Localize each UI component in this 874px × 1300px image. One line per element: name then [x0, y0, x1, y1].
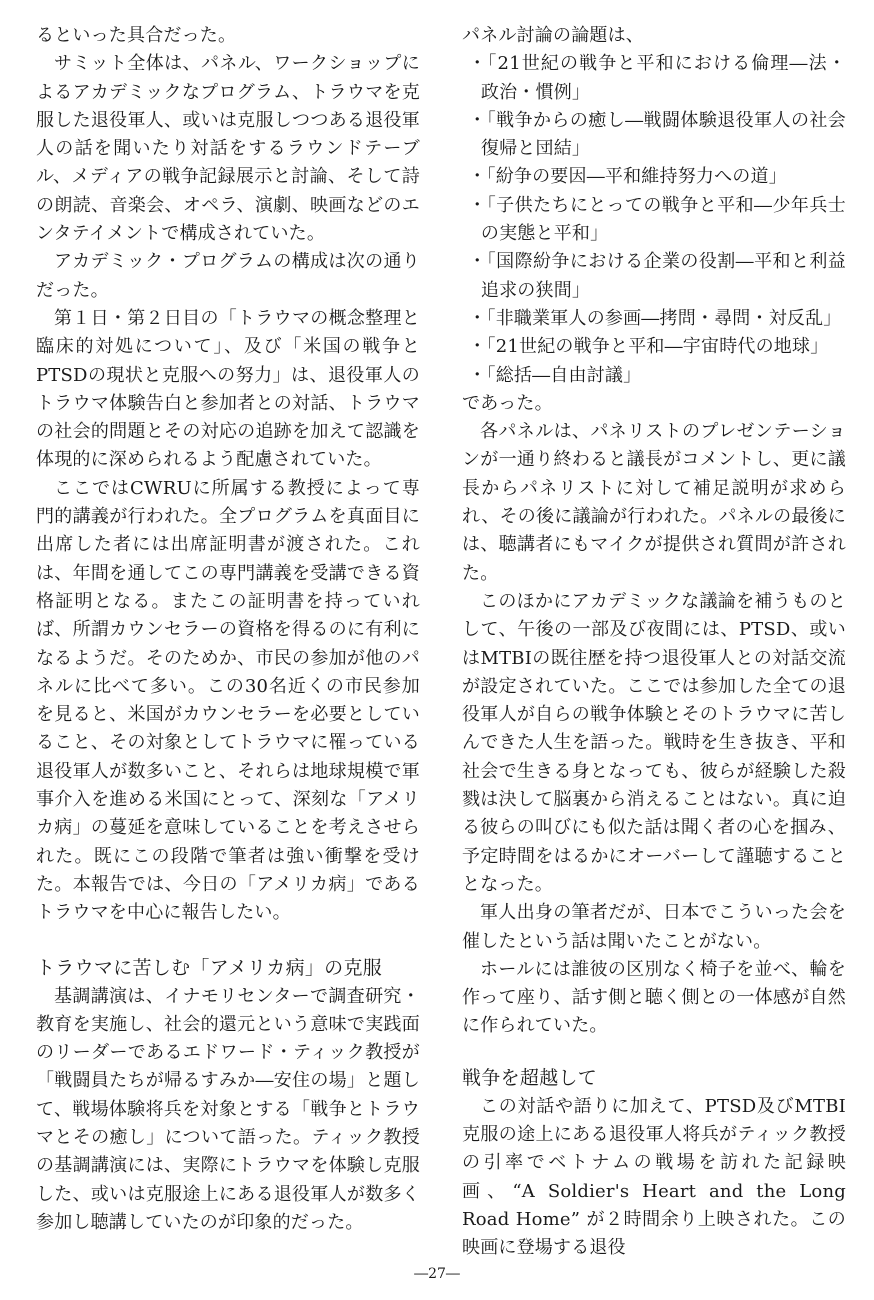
list-item: ・「子供たちにとっての戦争と平和―少年兵士の実態と平和」: [468, 194, 846, 245]
paragraph: この対話や語りに加えて、PTSD及びMTBI克服の途上にある退役軍人将兵がティック教授の引率でベトナムの戦場を訪れた記録映画、“A Soldier's Heart and the Long Road Home” が２時間余り上映された。この映画に登場する退役: [462, 1095, 846, 1259]
paragraph: このほかにアカデミックな議論を補うものとして、午後の一部及び夜間には、PTSD、或いはMTBIの既往歴を持つ退役軍人との対話交流が設定されていた。ここでは参加した全ての退役軍人が自らの戦争体験とそのトラウマに苦しんできた人生を語った。戦時を生き抜き、平和社会で生きる身となっても、彼らが経験した殺戮は決して脳裏から消えることはない。真に迫る彼らの叫びにも似た話は聞く者の心を掴み、予定時間をはるかにオーバーして謹聴することとなった。: [462, 590, 846, 895]
panel-topic-list: [462, 50, 846, 390]
paragraph: であった。: [462, 392, 553, 414]
list-item: ・「21世紀の戦争と平和―宇宙時代の地球」: [468, 336, 829, 358]
left-column: [36, 22, 420, 1237]
left-top-text: [36, 22, 420, 928]
paragraph: 各パネルは、パネリストのプレゼンテーションが一通り終わると議長がコメントし、更に議長からパネリストに対して補足説明が求められ、その後に議論が行われた。パネルの最後には、聴講者にもマイクが提供され質問が許された。: [462, 421, 846, 584]
paragraph: ここではCWRUに所属する教授によって専門的講義が行われた。全プログラムを真面目に出席した者には出席証明書が渡された。これは、年間を通してこの専門講義を受講できる資格証明となる。またこの証明書を持っていれば、所謂カウンセラーの資格を得るのに有利になるようだ。そのためか、市民の参加が他のパネルに比べて多い。この30名近くの市民参加を見ると、米国がカウンセラーを必要としていること、その対象としてトラウマに罹っている退役軍人が数多いこと、それらは地球規模で軍事介入を進める米国にとって、深刻な「アメリカ病」の蔓延を意味していることを考えさせられた。既にこの段階で筆者は強い衝撃を受けた。本報告では、今日の「アメリカ病」であるトラウマを中心に報告したい。: [36, 477, 420, 924]
section-heading: トラウマに苦しむ「アメリカ病」の克服: [36, 956, 383, 979]
list-item: ・「非職業軍人の参画―拷問・尋問・対反乱」: [468, 307, 842, 329]
panel-intro: パネル討論の論題は、: [462, 25, 644, 46]
list-item: ・「国際紛争における企業の役割―平和と利益追求の狭間」: [468, 251, 846, 301]
list-item: ・「21世紀の戦争と平和における倫理―法・政治・慣例」: [468, 53, 846, 103]
list-item: ・「総括―自由討議」: [468, 364, 642, 386]
paragraph: 第１日・第２日目の「トラウマの概念整理と臨床的対処について」、及び「米国の戦争とPTSDの現状と克服への努力」は、退役軍人のトラウマ体験告白と参加者との対話、トラウマの社会的問題とその対応の追跡を加えて認識を体現的に深められるよう配慮されていた。: [36, 307, 420, 471]
section-heading: 戦争を超越して: [462, 1066, 598, 1089]
paragraph: サミット全体は、パネル、ワークショップによるアカデミックなプログラム、トラウマを克服した退役軍人、或いは克服しつつある退役軍人の話を聞いたり対話をするラウンドテーブル、メディアの戦争記録展示と討論、そして詩の朗読、音楽会、オペラ、演劇、映画などのエンタテイメントで構成されていた。: [36, 53, 420, 245]
left-bottom-text: [36, 983, 420, 1238]
page-number: ―27―: [414, 1266, 460, 1282]
right-top-text: [462, 390, 846, 1041]
paragraph: 基調講演は、イナモリセンターで調査研究・教育を実施し、社会的還元という意味で実践面のリーダーであるエドワード・ティック教授が「戦闘員たちが帰るすみか―安住の場」と題して、戦場体験将兵を対象とする「戦争とトラウマとその癒し」について語った。ティック教授の基調講演には、実際にトラウマを体験し克服した、或いは克服途上にある退役軍人が数多く参加し聴講していたのが印象的だった。: [36, 985, 420, 1233]
right-bottom-text: [462, 1093, 846, 1263]
paragraph: ホールには誰彼の区別なく椅子を並べ、輪を作って座り、話す側と聴く側との一体感が自然に作られていた。: [462, 958, 846, 1037]
list-item: ・「紛争の要因―平和維持努力への道」: [468, 166, 787, 188]
paragraph: るといった具合だった。: [36, 25, 237, 46]
paragraph: 軍人出身の筆者だが、日本でこういった会を催したという話は聞いたことがない。: [462, 902, 846, 952]
paragraph: アカデミック・プログラムの構成は次の通りだった。: [36, 251, 420, 301]
list-item: ・「戦争からの癒し―戦闘体験退役軍人の社会復帰と団結」: [468, 109, 846, 160]
right-column: [462, 22, 846, 1262]
